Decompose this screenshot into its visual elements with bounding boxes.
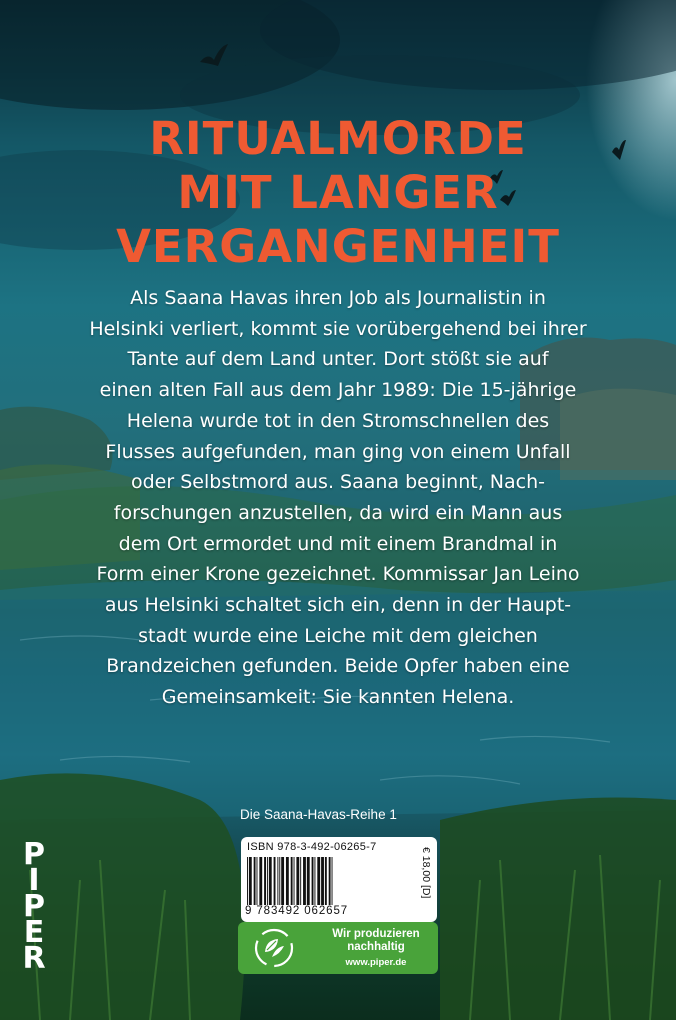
barcode-bar	[332, 857, 333, 905]
barcode-bar	[314, 857, 315, 905]
headline-line: MIT LANGER	[177, 166, 499, 219]
barcode-bar	[269, 857, 272, 905]
headline-line: VERGANGENHEIT	[116, 220, 560, 273]
price-text: € 18,00 [D]	[420, 847, 432, 899]
blurb-line: Brandzeichen gefunden. Beide Opfer haben eine	[106, 655, 570, 678]
barcode-bar	[303, 857, 306, 905]
eco-badge	[238, 922, 438, 974]
blurb-line: einen alten Fall aus dem Jahr 1989: Die 15-jährige	[99, 379, 577, 402]
publisher-letter: P	[23, 837, 45, 872]
barcode-bar	[307, 857, 310, 905]
barcode-bars	[245, 857, 403, 905]
barcode-bar	[286, 857, 289, 905]
blurb-line: Helsinki verliert, kommt sie vorübergehend bei ihrer	[89, 317, 587, 340]
barcode-panel	[241, 837, 437, 922]
publisher-letter: I	[28, 863, 40, 898]
publisher-logo	[16, 837, 52, 982]
eco-line-1: Wir produzieren	[332, 928, 420, 940]
barcode-bar	[321, 857, 324, 905]
barcode-bar	[300, 857, 301, 905]
barcode-bar	[329, 857, 331, 905]
eco-url: www.piper.de	[345, 957, 407, 968]
publisher-letter: E	[23, 915, 45, 950]
barcode-bar	[296, 857, 299, 905]
headline-line: RITUALMORDE	[149, 112, 527, 165]
blurb-line: oder Selbstmord aus. Saana beginnt, Nach-	[130, 471, 545, 494]
barcode-bar	[291, 857, 293, 905]
blurb-line: Flusses aufgefunden, man ging von einem Unfall	[105, 440, 571, 463]
barcode-bar	[317, 857, 320, 905]
barcode-bar	[325, 857, 327, 905]
barcode-bar	[274, 857, 276, 905]
blurb-line: Tante auf dem Land unter. Dort stößt sie auf	[127, 348, 549, 371]
eco-text	[318, 928, 434, 969]
blurb-line: dem Ort ermordet und mit einem Brandmal in	[118, 532, 558, 555]
blurb-line: stadt wurde eine Leiche mit dem gleichen	[138, 624, 538, 647]
barcode-bar	[259, 857, 262, 905]
publisher-letter: R	[22, 941, 46, 976]
recycle-leaves-icon	[254, 928, 294, 968]
blurb-line: forschungen anzustellen, da wird ein Mann aus	[113, 501, 563, 524]
publisher-letter: P	[23, 889, 45, 924]
blurb-line: Form einer Krone gezeichnet. Kommissar Jan Leino	[96, 563, 580, 586]
barcode-bar	[312, 857, 314, 905]
barcode-bar	[281, 857, 284, 905]
isbn-text: ISBN 978-3-492-06265-7	[247, 841, 377, 853]
barcode-bar	[294, 857, 295, 905]
blurb-line: Als Saana Havas ihren Job als Journalistin in	[130, 287, 546, 309]
barcode-bar	[264, 857, 266, 905]
barcode-bar	[254, 857, 256, 905]
barcode-bar	[277, 857, 278, 905]
barcode-bar	[249, 857, 252, 905]
blurb-line: Gemeinsamkeit: Sie kannten Helena.	[161, 686, 515, 709]
series-label: Die Saana-Havas-Reihe 1	[240, 807, 397, 822]
barcode-number: 9 783492 062657	[245, 905, 349, 917]
barcode-bar	[279, 857, 280, 905]
barcode-bar	[267, 857, 268, 905]
eco-line-2: nachhaltig	[347, 941, 405, 953]
blurb-line: Helena wurde tot in den Stromschnellen des	[126, 409, 550, 432]
barcode-bar	[247, 857, 248, 905]
headline	[0, 112, 676, 274]
blurb-line: aus Helsinki schaltet sich ein, denn in der Haupt-	[104, 594, 572, 617]
blurb-text	[10, 283, 666, 713]
barcode-bar	[257, 857, 258, 905]
